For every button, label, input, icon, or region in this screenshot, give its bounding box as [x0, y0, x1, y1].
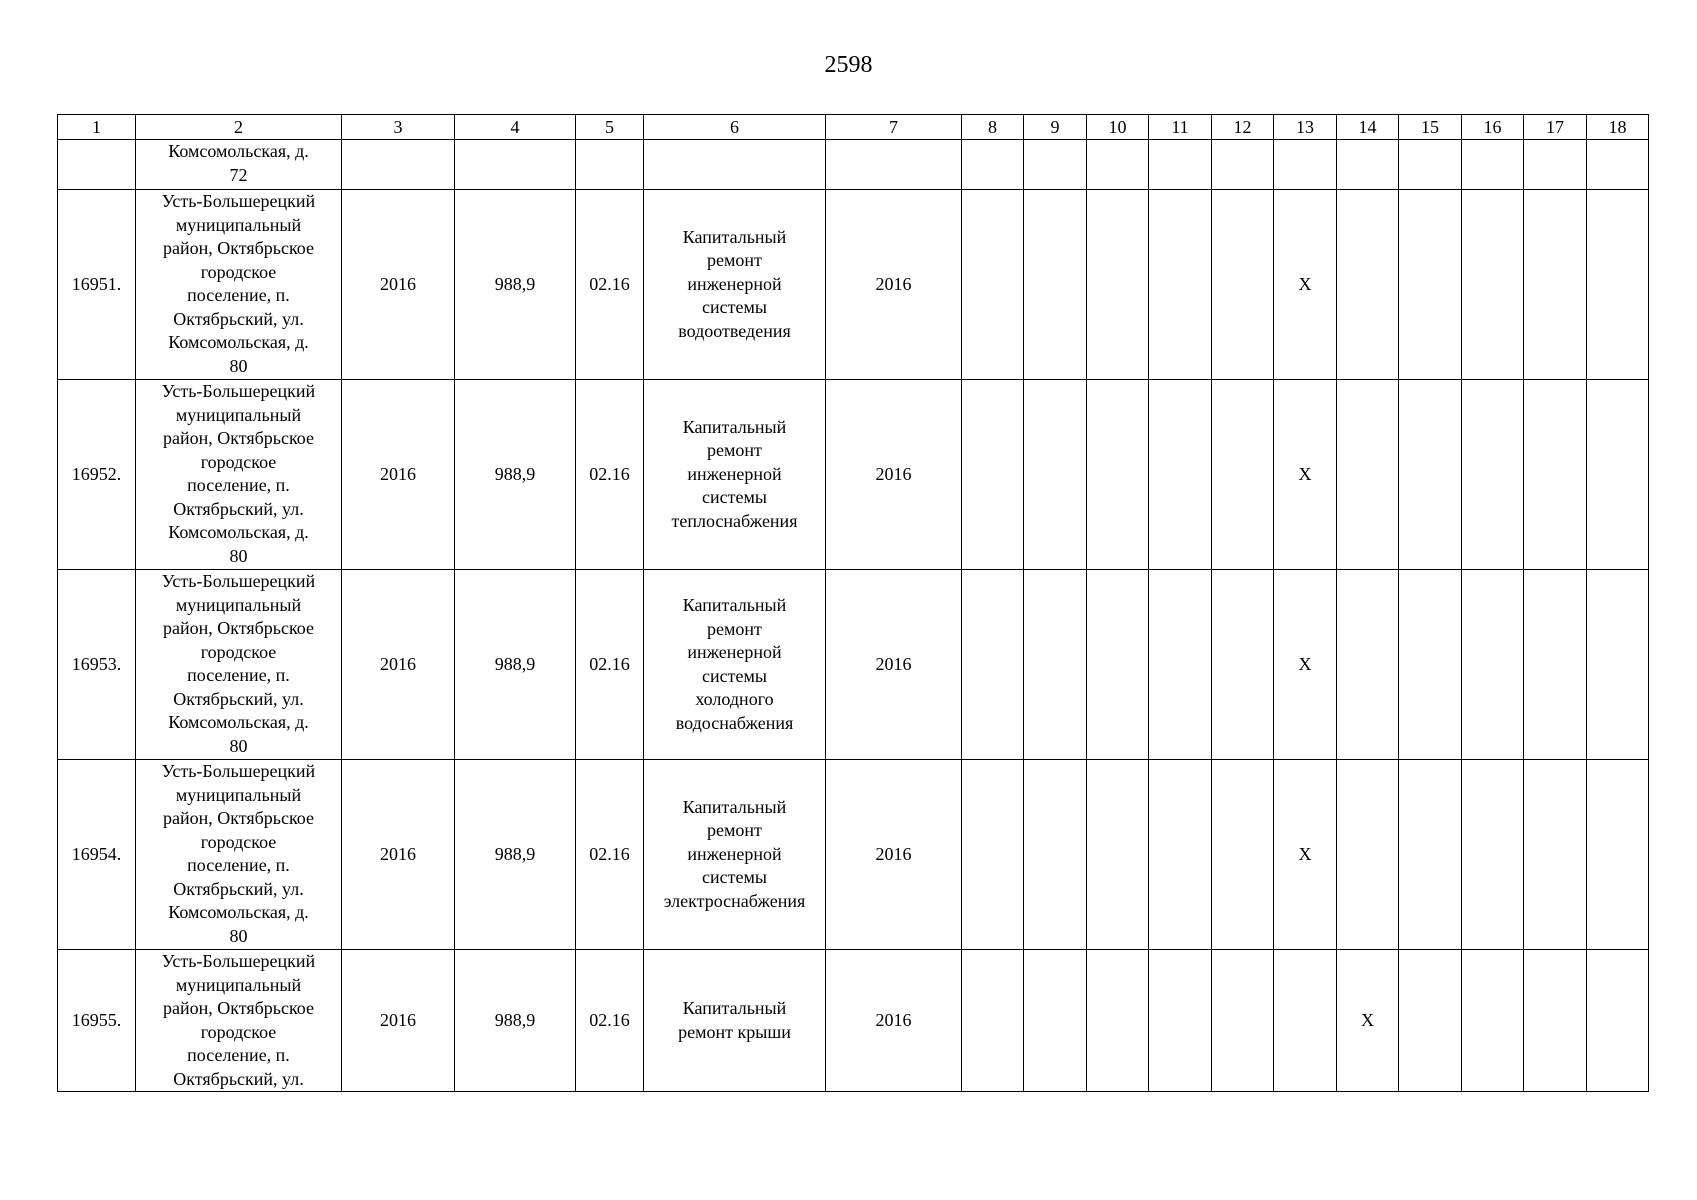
address-line: поселение, п.: [187, 665, 290, 685]
area-cell: 988,9: [455, 190, 576, 380]
column-number-cell: 3: [342, 115, 455, 140]
column-number-cell: 10: [1087, 115, 1149, 140]
address-line: район, Октябрьское: [162, 998, 315, 1018]
empty-cell: [1337, 140, 1399, 190]
empty-cell: [1087, 570, 1149, 760]
address-line: муниципальный: [175, 214, 302, 235]
empty-cell: [962, 950, 1024, 1092]
year-built-cell: [342, 140, 455, 190]
address-line: городское: [200, 831, 277, 852]
empty-cell: [1462, 760, 1524, 950]
row-number-cell: 16953.: [58, 570, 136, 760]
column-number-cell: 11: [1149, 115, 1212, 140]
work-type-line: системы: [702, 665, 767, 686]
address-line: 80: [229, 735, 248, 756]
work-type-line: инженерной: [687, 463, 782, 484]
address-cell: [136, 380, 342, 570]
empty-cell: [1024, 950, 1087, 1092]
empty-cell: [1399, 140, 1462, 190]
empty-cell: [1149, 140, 1212, 190]
empty-cell: [1524, 140, 1587, 190]
empty-cell: [1587, 140, 1649, 190]
year-plan-cell: 2016: [826, 950, 962, 1092]
work-type-line: ремонт: [707, 440, 762, 461]
empty-cell: [1212, 140, 1274, 190]
work-type-line: Капитальный: [682, 796, 787, 817]
column-number-cell: 4: [455, 115, 576, 140]
column-number-cell: 18: [1587, 115, 1649, 140]
empty-cell: [1337, 380, 1399, 570]
year-built-cell: 2016: [342, 570, 455, 760]
empty-cell: [962, 140, 1024, 190]
address-line: район, Октябрьское: [162, 618, 315, 638]
table-row: [58, 140, 1649, 190]
address-line: 80: [229, 925, 248, 946]
mark-cell: X: [1274, 190, 1337, 380]
empty-cell: [1087, 380, 1149, 570]
year-plan-cell: 2016: [826, 570, 962, 760]
empty-cell: [1274, 950, 1337, 1092]
area-cell: 988,9: [455, 380, 576, 570]
table-row: [58, 190, 1649, 380]
address-line: муниципальный: [175, 594, 302, 615]
empty-cell: [1587, 570, 1649, 760]
code-cell: 02.16: [576, 570, 644, 760]
address-line: район, Октябрьское: [162, 808, 315, 828]
code-cell: [576, 140, 644, 190]
mark-cell: X: [1274, 570, 1337, 760]
address-line: Комсомольская, д.: [168, 332, 309, 352]
work-type-line: Капитальный: [682, 998, 787, 1018]
address-line: городское: [200, 641, 277, 662]
empty-cell: [1212, 190, 1274, 380]
address-line: Усть-Большерецкий: [161, 761, 316, 781]
area-cell: [455, 140, 576, 190]
empty-cell: [1024, 760, 1087, 950]
empty-cell: [1462, 140, 1524, 190]
year-built-cell: 2016: [342, 760, 455, 950]
address-line: Комсомольская, д.: [168, 522, 309, 542]
address-line: район, Октябрьское: [162, 428, 315, 448]
empty-cell: [1087, 950, 1149, 1092]
empty-cell: [1462, 570, 1524, 760]
area-cell: 988,9: [455, 760, 576, 950]
work-type-cell: [644, 140, 826, 190]
address-cell: [136, 570, 342, 760]
empty-cell: [1587, 760, 1649, 950]
year-plan-cell: [826, 140, 962, 190]
area-cell: 988,9: [455, 950, 576, 1092]
empty-cell: [1212, 950, 1274, 1092]
address-line: поселение, п.: [187, 285, 290, 305]
year-built-cell: 2016: [342, 380, 455, 570]
address-line: Усть-Большерецкий: [161, 191, 316, 211]
code-cell: 02.16: [576, 190, 644, 380]
empty-cell: [1337, 760, 1399, 950]
work-type-line: системы: [702, 487, 767, 508]
work-type-line: Капитальный: [682, 595, 787, 615]
work-type-line: ремонт крыши: [678, 1021, 791, 1042]
work-type-line: холодного: [695, 689, 774, 709]
address-cell: [136, 190, 342, 380]
column-number-cell: 17: [1524, 115, 1587, 140]
work-type-line: водоотведения: [678, 320, 791, 341]
work-type-line: системы: [702, 867, 767, 888]
year-plan-cell: 2016: [826, 380, 962, 570]
empty-cell: [1087, 190, 1149, 380]
work-type-line: инженерной: [687, 642, 782, 662]
column-number-cell: 9: [1024, 115, 1087, 140]
empty-cell: [962, 190, 1024, 380]
year-plan-cell: 2016: [826, 760, 962, 950]
empty-cell: [1212, 760, 1274, 950]
address-line: Октябрьский, ул.: [173, 498, 304, 519]
column-number-cell: 16: [1462, 115, 1524, 140]
empty-cell: [1024, 190, 1087, 380]
address-line: Усть-Большерецкий: [161, 571, 316, 591]
empty-cell: [1337, 190, 1399, 380]
empty-cell: [1024, 140, 1087, 190]
column-number-cell: 13: [1274, 115, 1337, 140]
empty-cell: [1149, 760, 1212, 950]
address-line: Усть-Большерецкий: [161, 381, 316, 401]
year-built-cell: 2016: [342, 950, 455, 1092]
column-number-cell: 6: [644, 115, 826, 140]
empty-cell: [1462, 950, 1524, 1092]
register-table: [57, 114, 1649, 1092]
address-cell: [136, 760, 342, 950]
address-line: городское: [200, 451, 277, 472]
address-line: Комсомольская, д.: [168, 712, 309, 732]
mark-cell: X: [1274, 380, 1337, 570]
empty-cell: [1524, 760, 1587, 950]
work-type-line: электроснабжения: [663, 890, 806, 911]
empty-cell: [1587, 190, 1649, 380]
empty-cell: [962, 570, 1024, 760]
address-line: муниципальный: [175, 784, 302, 805]
empty-cell: [1587, 380, 1649, 570]
empty-cell: [1087, 760, 1149, 950]
empty-cell: [1024, 570, 1087, 760]
column-number-cell: 15: [1399, 115, 1462, 140]
page-number: 2598: [824, 52, 873, 78]
work-type-cell: [644, 760, 826, 950]
work-type-line: теплоснабжения: [671, 510, 798, 531]
empty-cell: [1524, 380, 1587, 570]
empty-cell: [1212, 570, 1274, 760]
address-line: Октябрьский, ул.: [173, 878, 304, 899]
work-type-line: Капитальный: [682, 226, 787, 247]
address-line: поселение, п.: [187, 1045, 290, 1065]
mark-cell: X: [1274, 760, 1337, 950]
column-number-cell: 14: [1337, 115, 1399, 140]
address-line: поселение, п.: [187, 855, 290, 875]
row-number-cell: 16951.: [58, 190, 136, 380]
work-type-cell: [644, 190, 826, 380]
empty-cell: [1149, 950, 1212, 1092]
empty-cell: [1337, 570, 1399, 760]
column-number-cell: 2: [136, 115, 342, 140]
work-type-line: инженерной: [687, 273, 782, 294]
year-plan-cell: 2016: [826, 190, 962, 380]
address-line: поселение, п.: [187, 475, 290, 495]
empty-cell: [1399, 570, 1462, 760]
empty-cell: [1149, 380, 1212, 570]
empty-cell: [1399, 950, 1462, 1092]
address-line: 80: [229, 545, 248, 566]
empty-cell: [1149, 190, 1212, 380]
mark-cell: X: [1337, 950, 1399, 1092]
table-row: [58, 950, 1649, 1092]
empty-cell: [962, 760, 1024, 950]
empty-cell: [1399, 760, 1462, 950]
work-type-cell: [644, 570, 826, 760]
column-number-cell: 7: [826, 115, 962, 140]
empty-cell: [1587, 950, 1649, 1092]
empty-cell: [1524, 950, 1587, 1092]
work-type-cell: [644, 950, 826, 1092]
address-line: район, Октябрьское: [162, 238, 315, 258]
empty-cell: [1149, 570, 1212, 760]
work-type-line: ремонт: [707, 618, 762, 639]
address-line: муниципальный: [175, 404, 302, 425]
address-line: городское: [200, 1021, 277, 1042]
address-line: Октябрьский, ул.: [173, 308, 304, 329]
table-row: [58, 760, 1649, 950]
address-line: 80: [229, 355, 248, 376]
table-row: [58, 570, 1649, 760]
table-row: [58, 380, 1649, 570]
address-line: Октябрьский, ул.: [173, 688, 304, 709]
area-cell: 988,9: [455, 570, 576, 760]
work-type-line: Капитальный: [682, 416, 787, 437]
work-type-line: системы: [702, 297, 767, 318]
address-line: Комсомольская, д.: [168, 902, 309, 922]
year-built-cell: 2016: [342, 190, 455, 380]
address-line: 72: [229, 164, 248, 185]
empty-cell: [1399, 190, 1462, 380]
empty-cell: [1024, 380, 1087, 570]
empty-cell: [1087, 140, 1149, 190]
work-type-cell: [644, 380, 826, 570]
row-number-cell: [58, 140, 136, 190]
address-line: Усть-Большерецкий: [161, 951, 316, 971]
header-row: [58, 115, 1649, 140]
address-line: городское: [200, 261, 277, 282]
address-line: Октябрьский, ул.: [173, 1068, 304, 1089]
work-type-line: водоснабжения: [675, 712, 794, 733]
empty-cell: [1462, 190, 1524, 380]
code-cell: 02.16: [576, 380, 644, 570]
empty-cell: [1524, 570, 1587, 760]
address-cell: [136, 140, 342, 190]
empty-cell: [1212, 380, 1274, 570]
table-body: [58, 115, 1649, 1092]
column-number-cell: 5: [576, 115, 644, 140]
row-number-cell: 16954.: [58, 760, 136, 950]
column-number-cell: 8: [962, 115, 1024, 140]
empty-cell: [1462, 380, 1524, 570]
address-line: Комсомольская, д.: [168, 141, 309, 161]
column-number-cell: 12: [1212, 115, 1274, 140]
row-number-cell: 16952.: [58, 380, 136, 570]
row-number-cell: 16955.: [58, 950, 136, 1092]
column-number-cell: 1: [58, 115, 136, 140]
empty-cell: [1274, 140, 1337, 190]
empty-cell: [1399, 380, 1462, 570]
work-type-line: ремонт: [707, 250, 762, 271]
work-type-line: инженерной: [687, 843, 782, 864]
address-cell: [136, 950, 342, 1092]
code-cell: 02.16: [576, 760, 644, 950]
code-cell: 02.16: [576, 950, 644, 1092]
address-line: муниципальный: [175, 974, 302, 995]
empty-cell: [962, 380, 1024, 570]
empty-cell: [1524, 190, 1587, 380]
work-type-line: ремонт: [707, 820, 762, 841]
